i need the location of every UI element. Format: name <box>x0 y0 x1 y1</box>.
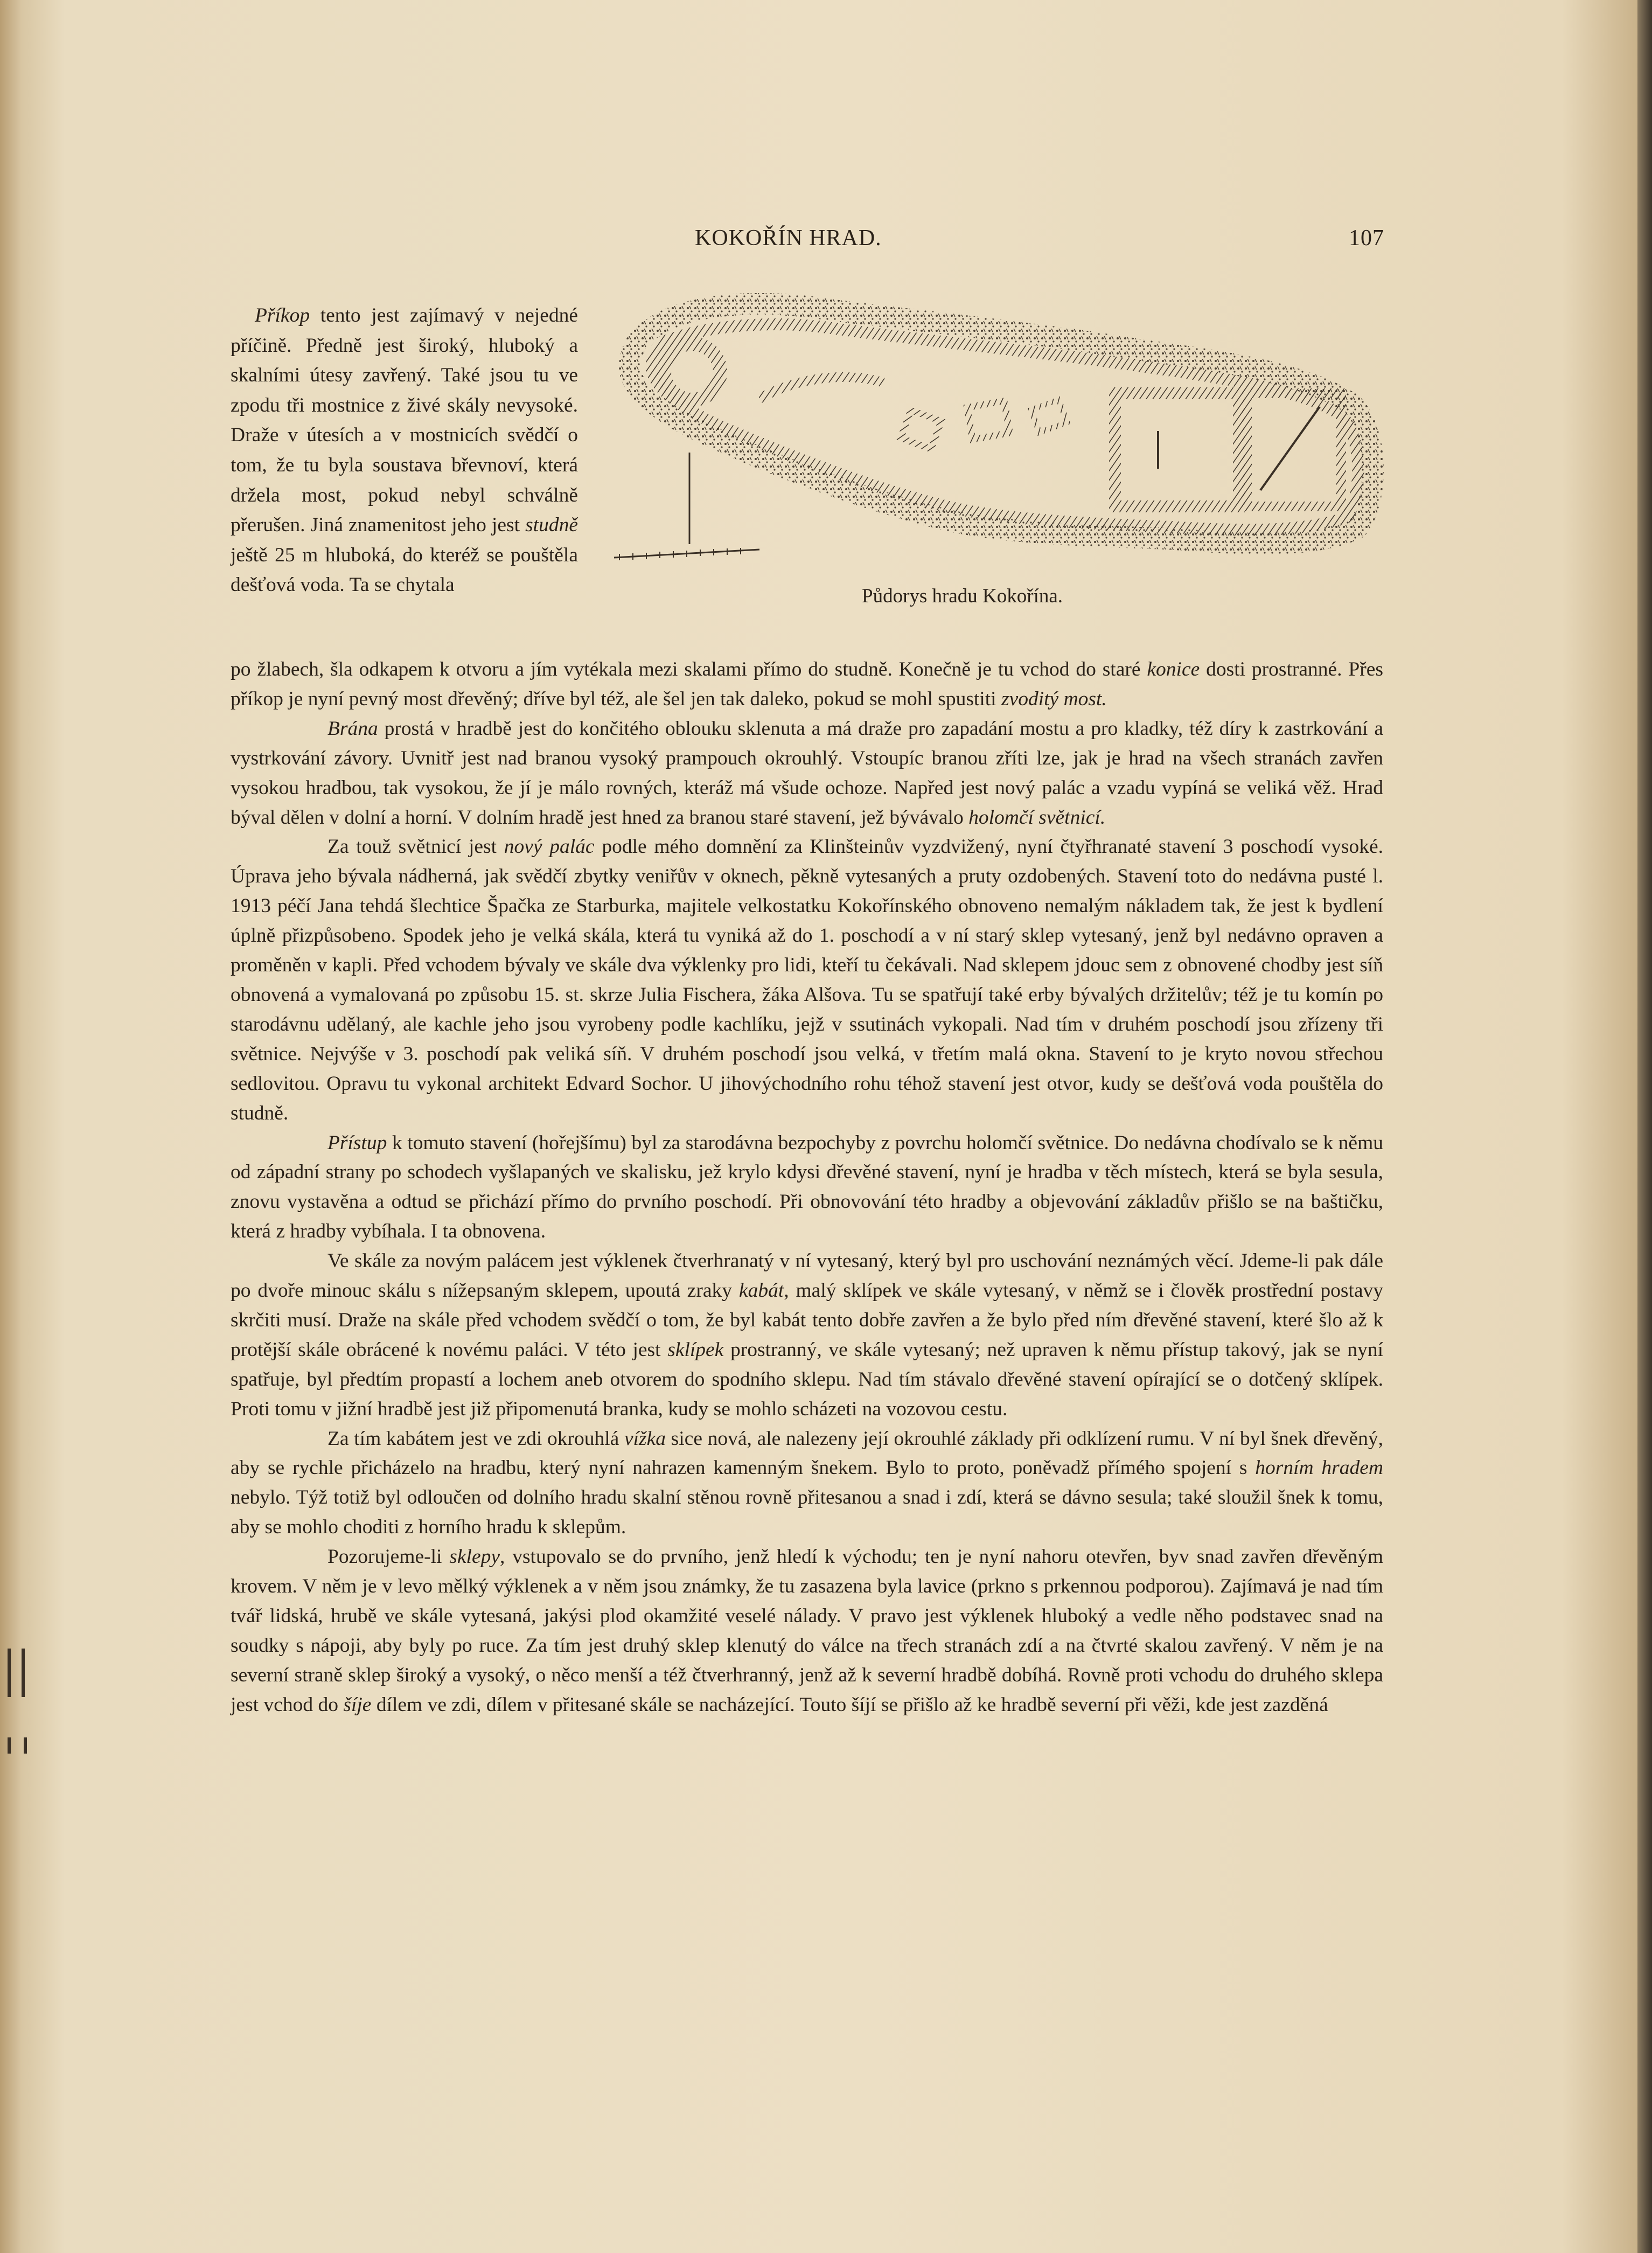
curtain-wall <box>652 324 1358 530</box>
term-sije: šíje <box>343 1693 372 1716</box>
term-konice: konice <box>1147 658 1200 680</box>
term-kabat: kabát <box>738 1280 784 1302</box>
paragraph-brana: Brána prostá v hradbě jest do končitého oblouku sklenuta a má draže pro zapadání mostu a pro kladky, též díry k zastrkování a vystrkování závory. Uvnitř jest nad branou vysoký prampouch okrouhlý. Vstoupíc branou zříti lze, jak je hrad na všech stranách zavřen vysokou hradbou, tak vysokou, že jí je málo rovných, kteráž má všude ochoze. Napřed jest nový palác a vzadu vypíná se veliká věž. Hrad býval dělen v dolní a horní. V dolním hradě jest hned za branou staré stavení, jež bývávalo holomčí světnicí. <box>231 717 1383 829</box>
palace <box>1115 393 1239 506</box>
figure-caption: Půdorys hradu Kokořína. <box>862 585 1063 607</box>
binding-marks <box>0 1649 32 1756</box>
inner-wall <box>759 377 883 399</box>
main-text <box>231 655 1383 1720</box>
round-tower <box>664 344 720 400</box>
side-column-text <box>231 301 578 600</box>
paragraph-palac: Za touž světnicí jest nový palác podle mého domnění za Klinšteinův vyzdvižený, nyní čtyřhranaté stavení 3 poschodí vysoké. Úprava jeho bývala nádherná, jak svědčí zbytky veniřův v oknech, pěkně vytesaných a pruty ozdobených. Stavení toto do nedávna pusté l. 1913 péčí Jana tehdá šlechtice Špačka ze Starburka, majitele velkostatku Kokořínského obnoveno nemalým nákladem tak, že jest k bydlení úplně přizpůsobeno. Spodek jeho je velká skála, která tu vyniká až do 1. poschodí a v ní starý sklep vytesaný, jenž byl nedávno opraven a proměněn v kapli. Před vchodem bývaly ve skále dva výklenky pro lidi, kteří tu čekávali. Nad sklepem jdouc sem z obnovené chodby jest síň obnovená a vymalovaná po způsobu 15. st. skrze Julia Fischera, žáka Alšova. Tu se spatřují také erby bývalých držitelův; též je tu komín po starodávnu udělaný, ale kachle jeho jsou vyrobeny podle kachlíku, jejž v ssutinách vykopali. Nad tím v druhém poschodí jsou zřízeny tři světnice. Nejvýše v 3. poschodí pak veliká síň. V druhém poschodí jsou velká, v třetím malá okna. Stavení to je kryto novou střechou sedlovitou. Opravu tu vykonal architekt Edvard Sochor. U jihovýchodního rohu téhož stavení jest otvor, kudy se dešťová voda pouštěla do studně. <box>231 836 1384 1124</box>
diagonal-wall <box>1260 407 1320 490</box>
chamber <box>901 410 941 449</box>
page-edge <box>1637 0 1652 2253</box>
paragraph-sklepy: Pozorujeme-li sklepy, vstupovalo se do prvního, jenž hledí k východu; ten je nyní nahoru otevřen, byv snad zavřen dřevěným krovem. V něm je v levo mělký výklenek a v něm jsou známky, že tu zasazena byla lavice (prkno s prkennou podporou). Zajímavá je nad tím tvář lidská, hrubě ve skále vytesaná, jakýsi plod okamžité veselé nálady. V pravo jest výklenek hluboký a vedle něho podstavec snad na soudky s nápoji, aby byly po ruce. Za tím jest druhý sklep klenutý do válce na třech stranách zdí a na čtvrté skalou zavřený. V něm je na severní straně sklep široký a vysoký, o něco menší a též čtverhranný, jenž až k severní hradbě dobíhá. Rovně proti vchodu do druhého sklepa jest vchod do šíje dílem ve zdi, dílem v přitesané skále se nacházející. Touto šíjí se přišlo až ke hradbě severní při věži, kde jest zazděná <box>231 1546 1383 1716</box>
page-number: 107 <box>1349 226 1384 251</box>
paragraph-vizka: Za tím kabátem jest ve zdi okrouhlá vížka sice nová, ale nalezeny její okrouhlé základy při odklízení rumu. V ní byl šnek dřevěný, aby se rychle přicházelo na hradbu, který nyní nahrazen kamenným šnekem. Bylo to proto, poněvadž přímého spojení s horním hradem nebylo. Týž totiž byl odloučen od dolního hradu skalní stěnou rovně přitesanou a snad i zdí, která se dávno sesula; také sloužil šnek k tomu, aby se mohlo choditi z horního hradu k sklepům. <box>231 1427 1383 1539</box>
term-prikop: Příkop <box>255 304 310 326</box>
castle-floor-plan <box>603 291 1384 576</box>
chamber <box>967 401 1009 439</box>
term-studne: studně <box>525 514 578 537</box>
paragraph-pristup: Přístup k tomuto stavení (hořejšímu) byl za starodávna bezpochyby z povrchu holomčí světnice. Do nedávna chodívalo se k němu od západní strany po schodech vyšlapaných ve skalisku, jež krylo kdysi dřevěné stavení, nyní je hradba v těch místech, která se byla sesula, znovu vystavěna a odtud se přichází přímo do prvního poschodí. Při obnovování této hradby a objevování základův přišlo se na baštičku, která z hradby vybíhala. I ta obnovena. <box>231 1131 1383 1243</box>
paragraph-kabat: Ve skále za novým palácem jest výklenek čtverhranatý v ní vytesaný, který byl pro uschování neznámých věcí. Jdeme-li pak dále po dvoře minouc skálu s nížepsaným sklepem, upoutá zraky kabát, malý sklípek ve skále vytesaný, v němž se i člověk prostřední postavy skrčiti musí. Draže na skále před vchodem svědčí o tom, že byl kabát tento dobře zavřen a že bylo před ním dřevěné stavení, které šlo až k protější skále obrácené k novému paláci. V této jest sklípek prostranný, ve skále vytesaný; než upraven k němu přístup takový, jak se nyní spatřuje, byl předtím propastí a lochem aneb otvorem do spodního sklepu. Nad tím stávalo dřevěné stavení opírající se o dotčený sklípek. Proti tomu v jižní hradbě jest již připomenutá branka, kudy se mohlo scházeti na vozovou cestu. <box>231 1250 1383 1420</box>
paragraph-continuation: po žlabech, šla odkapem k otvoru a jím vytékala mezi skalami přímo do studně. Konečně je tu vchod do staré konice dosti prostranné. Přes příkop je nyní pevný most dřevěný; dříve byl též, ale šel jen tak daleko, pokud se mohl spustiti zvoditý most. <box>231 658 1383 710</box>
binding-mark <box>24 1737 27 1754</box>
term-sklipek: sklípek <box>667 1338 724 1361</box>
binding-mark <box>22 1649 25 1697</box>
term-zvodity-most: zvoditý most. <box>1001 687 1107 710</box>
chamber <box>1031 400 1067 433</box>
paragraph-prikop: Příkop tento jest zajímavý v nejedné příčině. Předně jest široký, hluboký a skalními útesy zavřený. Také jsou tu ve zpodu tři mostnice z živé skály nevysoké. Draže v útesích a v mostnicích svědčí o tom, že tu byla soustava břevnoví, která držela most, pokud nebyl schválně přerušen. Jiná znamenitost jeho jest studně ještě 25 m hluboká, do kteréž se pouštěla dešťová voda. Ta se chytala <box>231 304 578 596</box>
floor-plan-drawing <box>603 291 1384 576</box>
running-title: KOKOŘÍN HRAD. <box>695 226 882 251</box>
term-vizka: vížka <box>624 1427 666 1450</box>
term-sklepy: sklepy <box>449 1546 500 1568</box>
term-pristup: Přístup <box>327 1131 387 1154</box>
binding-mark <box>8 1649 11 1697</box>
term-novy-palac: nový palác <box>504 836 595 858</box>
page-header <box>695 225 1384 258</box>
term-brana: Brána <box>327 717 378 740</box>
binding-mark <box>8 1737 11 1754</box>
term-holomci-svetnice: holomčí světnicí. <box>968 806 1106 829</box>
term-hornim-hradem: horním hradem <box>1255 1457 1383 1479</box>
